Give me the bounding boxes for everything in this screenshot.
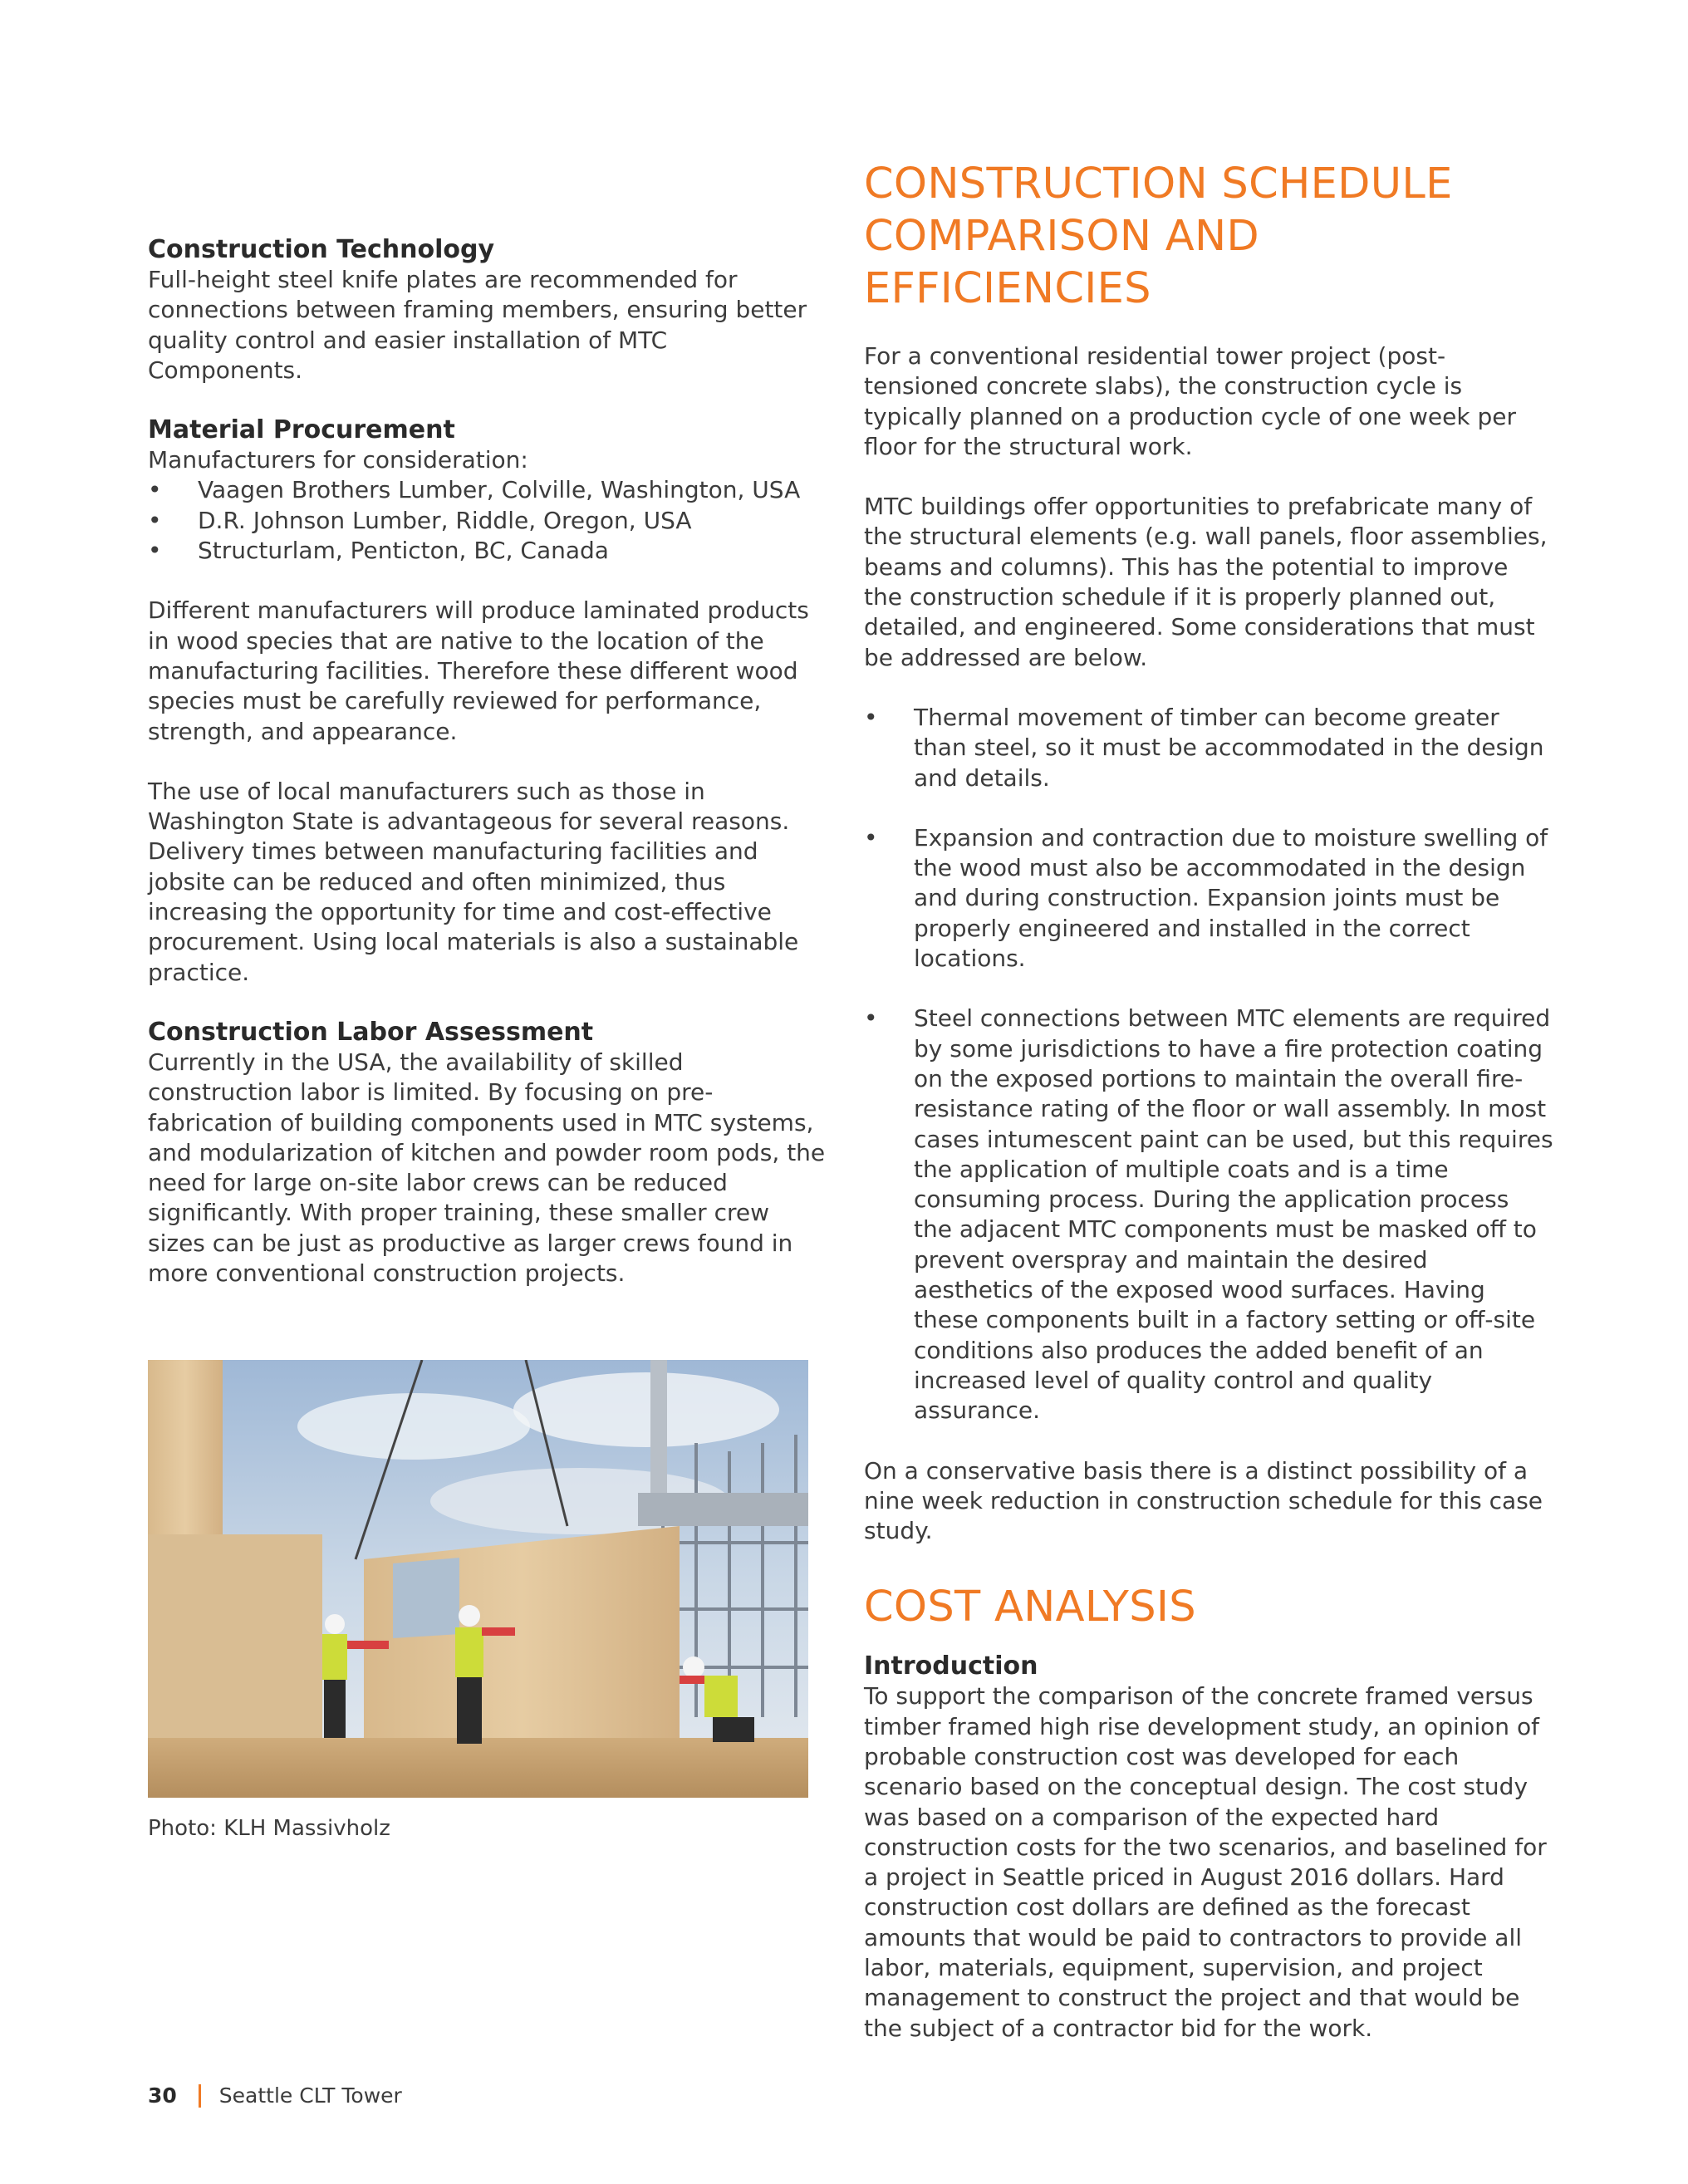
page-number: 30 (148, 2083, 177, 2108)
schedule-paragraph-2: MTC buildings offer opportunities to prefabricate many of the structural elements (e.g. wall panels, floor assemblies, beams and columns). This has the potential to improve the construction schedule if it is properly planned out, detailed, and engineered. Some considerations that must be addressed are below. (864, 493, 1548, 671)
manufacturers-list (148, 475, 829, 566)
labor-assessment-heading: Construction Labor Assessment (148, 1017, 594, 1047)
cost-analysis-title: COST ANALYSIS (864, 1583, 1196, 1632)
bullet-icon: • (864, 823, 878, 852)
introduction-text: To support the comparison of the concrete framed versus timber framed high rise development study, an opinion of probable construction cost was developed for each scenario based on the conceptual design. The cost study was based on a comparison of the expected hard construction costs for the two scenarios, and baselined for a project in Seattle priced in August 2016 dollars. Hard construction cost dollars are defined as the forecast amounts that would be paid to contractors to provide all labor, materials, equipment, supervision, and project management to construct the project and that would be the subject of a contractor bid for the work. (864, 1682, 1547, 2042)
clt-panel-installation-photo (148, 1360, 808, 1798)
photo-caption: Photo: KLH Massivholz (148, 1816, 390, 1841)
bullet-icon: • (864, 703, 878, 731)
right-column (864, 158, 1553, 2044)
construction-technology-text: Full-height steel knife plates are recommended for connections between framing members, ensuring better quality control and easier installation of MTC Components. (148, 266, 807, 384)
document-title: Seattle CLT Tower (218, 2083, 402, 2108)
manufacturers-intro: Manufacturers for consideration: (148, 446, 528, 474)
bullet-icon: • (148, 476, 162, 504)
bullet-icon: • (864, 1004, 878, 1033)
procurement-paragraph-2: The use of local manufacturers such as those in Washington State is advantageous for several reasons. Delivery times between manufacturing facilities and jobsite can be reduced and often minimized, thus increasing the opportunity for time and cost-effective procurement. Using local materials is also a sustainable practice. (148, 777, 799, 986)
bullet-icon: • (148, 537, 162, 565)
list-item: • Expansion and contraction due to moisture swelling of the wood must also be accommodated in the design and during construction. Expansion joints must be properly engineered and installed in the correct locations. (864, 823, 1548, 973)
schedule-section-title: CONSTRUCTION SCHEDULE COMPARISON AND EFFICIENCIES (864, 160, 1453, 313)
list-item: • Vaagen Brothers Lumber, Colville, Washington, USA (148, 475, 829, 505)
considerations-list (864, 703, 1553, 1426)
introduction-heading: Introduction (864, 1651, 1038, 1681)
list-item: • D.R. Johnson Lumber, Riddle, Oregon, USA (148, 506, 829, 536)
list-item: • Structurlam, Penticton, BC, Canada (148, 536, 829, 566)
footer-divider (199, 2084, 201, 2108)
page-footer (148, 2083, 402, 2108)
bullet-icon: • (148, 506, 162, 534)
procurement-paragraph-1: Different manufacturers will produce laminated products in wood species that are native to the location of the manufacturing facilities. Therefore these different wood species must be carefully reviewed for performance, strength, and appearance. (148, 596, 809, 745)
labor-assessment-text: Currently in the USA, the availability of skilled construction labor is limited. By focusing on pre-fabrication of building components used in MTC systems, and modularization of kitchen and powder room pods, the need for large on-site labor crews can be reduced significantly. With proper training, these smaller crew sizes can be just as productive as larger crews found in more conventional construction projects. (148, 1048, 826, 1288)
left-column (148, 235, 829, 1288)
schedule-paragraph-1: For a conventional residential tower project (post-tensioned concrete slabs), the construction cycle is typically planned on a production cycle of one week per floor for the structural work. (864, 342, 1517, 460)
schedule-paragraph-3: On a conservative basis there is a distinct possibility of a nine week reduction in construction schedule for this case study. (864, 1456, 1543, 1545)
list-item: • Thermal movement of timber can become greater than steel, so it must be accommodated in the design and details. (864, 703, 1544, 792)
construction-technology-heading: Construction Technology (148, 235, 495, 264)
list-item: • Steel connections between MTC elements are required by some jurisdictions to have a fire protection coating on the exposed portions to maintain the overall fire-resistance rating of the floor or wall assembly. In most cases intumescent paint can be used, but this requires the application of multiple coats and is a time consuming process. During the application process the adjacent MTC components must be masked off to prevent overspray and maintain the desired aesthetics of the exposed wood surfaces. Having these components built in a factory setting or off-site conditions also produces the added benefit of an increased level of quality control and quality assurance. (864, 1004, 1553, 1425)
material-procurement-heading: Material Procurement (148, 415, 455, 445)
